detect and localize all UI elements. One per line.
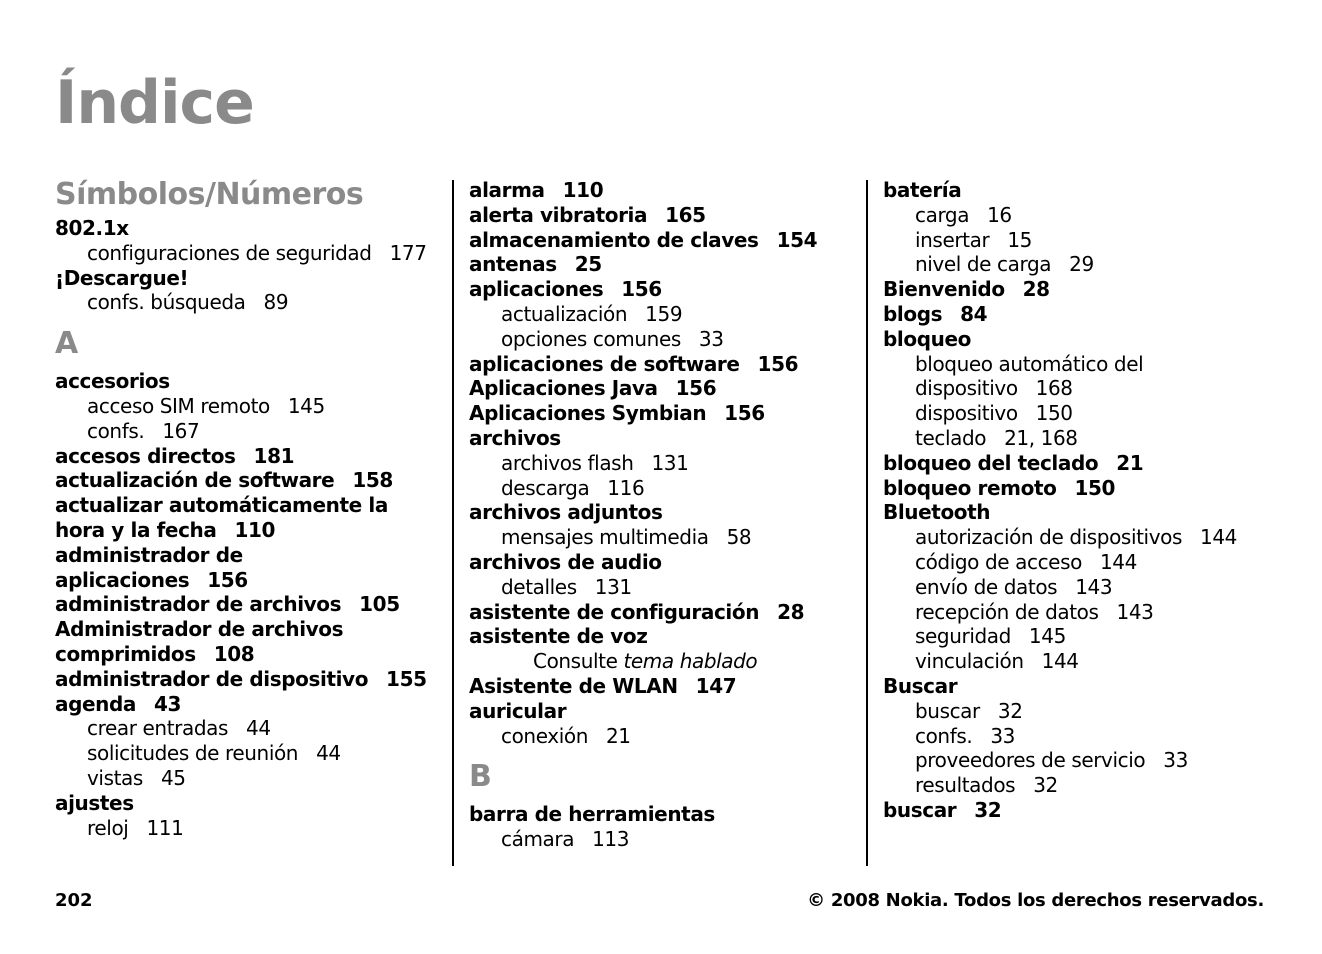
entry-term: acceso SIM remoto <box>87 393 270 418</box>
entry-page-ref: 43 <box>154 691 182 716</box>
entry-page-ref: 145 <box>287 393 325 418</box>
entry-term: archivos de audio <box>469 549 662 574</box>
index-entry <box>469 228 849 253</box>
column-divider <box>452 180 454 866</box>
index-subentry <box>883 550 1283 575</box>
entry-page-ref: 168 <box>1035 376 1073 401</box>
index-subentry <box>55 241 440 266</box>
index-subentry <box>55 741 440 766</box>
entry-page-ref: 28 <box>777 599 805 624</box>
index-entry <box>469 802 849 827</box>
entry-page-ref: 150 <box>1035 401 1073 426</box>
entry-page-ref: 155 <box>386 666 427 691</box>
index-subentry <box>883 724 1283 749</box>
entry-term: bloqueo remoto <box>883 475 1057 500</box>
index-subentry <box>469 575 849 600</box>
index-entry <box>469 600 849 625</box>
index-entry <box>469 376 849 401</box>
index-subentry <box>469 525 849 550</box>
entry-term: nivel de carga <box>915 252 1052 277</box>
index-entry <box>55 369 440 394</box>
entry-page-ref: 110 <box>562 178 604 202</box>
index-subentry <box>469 327 849 352</box>
entry-term: asistente de configuración <box>469 599 760 624</box>
entry-page-ref: 144 <box>1200 525 1237 550</box>
entry-term: blogs <box>883 301 943 326</box>
entry-term: seguridad <box>915 624 1011 649</box>
index-entry <box>55 468 440 493</box>
index-subentry <box>883 649 1283 674</box>
index-subentry <box>55 766 440 791</box>
entry-page-ref: 116 <box>607 475 645 500</box>
entry-term: vistas <box>87 765 143 790</box>
entry-term: descarga <box>501 475 590 500</box>
entry-page-ref: 156 <box>724 401 765 426</box>
entry-page-ref: 21 <box>605 723 631 748</box>
index-entry <box>883 178 1283 203</box>
index-subentry <box>469 476 849 501</box>
entry-term: buscar <box>883 797 957 822</box>
entry-term: alarma <box>469 178 545 202</box>
entry-page-ref: 15 <box>1007 227 1032 252</box>
entry-term: auricular <box>469 698 567 723</box>
entry-page-ref: 156 <box>675 376 717 401</box>
entry-term: envío de datos <box>915 574 1058 599</box>
entry-page-ref: 144 <box>1099 549 1137 574</box>
entry-term: configuraciones de seguridad <box>87 240 372 265</box>
entry-term: actualizar automáticamente la hora y la fecha <box>55 493 388 542</box>
entry-page-ref: 25 <box>574 252 602 277</box>
see-label: Consulte <box>533 649 618 674</box>
entry-page-ref: 110 <box>234 517 276 542</box>
entry-term: solicitudes de reunión <box>87 741 299 766</box>
entry-term: aplicaciones de software <box>469 351 740 376</box>
index-column-3 <box>883 178 1283 823</box>
entry-term: archivos adjuntos <box>469 500 663 525</box>
entry-term: almacenamiento de claves <box>469 227 759 252</box>
entry-page-ref: 33 <box>1163 748 1188 773</box>
entry-term: actualización <box>501 301 628 326</box>
index-subentry <box>55 716 440 741</box>
index-entry <box>469 178 849 203</box>
entry-page-ref: 150 <box>1074 475 1116 500</box>
entry-page-ref: 44 <box>316 741 341 766</box>
entry-term: agenda <box>55 691 137 716</box>
entry-term: Aplicaciones Symbian <box>469 401 707 426</box>
entry-page-ref: 167 <box>162 418 200 443</box>
entry-page-ref: 111 <box>146 815 184 840</box>
entry-term: archivos flash <box>501 450 634 475</box>
entry-term: conexión <box>501 723 588 748</box>
entry-term: accesos directos <box>55 443 236 468</box>
index-subentry <box>883 426 1283 451</box>
entry-term: Aplicaciones Java <box>469 376 658 401</box>
entry-page-ref: 181 <box>253 443 295 468</box>
index-subentry <box>883 252 1283 277</box>
entry-page-ref: 45 <box>160 765 186 790</box>
entry-term: recepción de datos <box>915 599 1099 624</box>
index-cross-reference <box>469 649 849 674</box>
index-column-1 <box>55 178 440 840</box>
entry-page-ref: 108 <box>213 641 255 666</box>
index-entry <box>469 674 849 699</box>
index-subentry <box>469 302 849 327</box>
index-entry <box>55 543 255 593</box>
page-number: 202 <box>55 890 93 911</box>
entry-term: buscar <box>915 698 980 723</box>
entry-term: administrador de archivos <box>55 592 342 617</box>
section-heading: Símbolos/Números <box>55 177 364 212</box>
entry-page-ref: 84 <box>960 301 988 326</box>
entry-term: 802.1x <box>55 216 129 240</box>
index-entry <box>469 277 849 302</box>
index-subentry <box>55 816 440 841</box>
index-entry <box>883 327 1283 352</box>
entry-term: Bienvenido <box>883 277 1005 302</box>
index-entry <box>469 500 849 525</box>
index-subentry <box>469 724 849 749</box>
entry-page-ref: 156 <box>757 351 799 376</box>
index-subentry <box>883 525 1283 550</box>
entry-term: detalles <box>501 574 577 599</box>
index-column-2 <box>469 178 849 852</box>
index-subentry <box>883 401 1283 426</box>
entry-page-ref: 32 <box>974 797 1002 822</box>
entry-term: crear entradas <box>87 716 228 741</box>
entry-term: código de acceso <box>915 549 1082 574</box>
entry-term: Buscar <box>883 673 958 698</box>
see-target: tema hablado <box>623 649 758 674</box>
index-subentry <box>55 394 440 419</box>
entry-term: vinculación <box>915 649 1024 674</box>
entry-term: Administrador de archivos comprimidos <box>55 617 344 666</box>
entry-page-ref: 156 <box>207 567 248 592</box>
index-entry <box>55 617 355 667</box>
entry-page-ref: 131 <box>594 574 632 599</box>
entry-page-ref: 105 <box>359 592 400 617</box>
entry-page-ref: 159 <box>645 301 683 326</box>
entry-page-ref: 165 <box>665 202 706 227</box>
index-entry <box>883 798 1283 823</box>
index-subentry <box>883 773 1283 798</box>
entry-page-ref: 58 <box>726 525 752 550</box>
index-entry <box>55 692 440 717</box>
entry-term: proveedores de servicio <box>915 748 1146 773</box>
entry-term: batería <box>883 178 962 202</box>
entry-page-ref: 44 <box>246 716 271 741</box>
index-entry <box>883 500 1283 525</box>
entry-term: confs. <box>87 418 145 443</box>
entry-term: accesorios <box>55 369 170 394</box>
entry-term: Asistente de WLAN <box>469 673 678 698</box>
copyright-notice: © 2008 Nokia. Todos los derechos reservados. <box>807 890 1264 911</box>
index-entry <box>469 252 849 277</box>
entry-term: asistente de voz <box>469 624 648 649</box>
entry-page-ref: 143 <box>1116 599 1154 624</box>
index-subentry <box>469 827 849 852</box>
index-entry <box>883 451 1283 476</box>
index-entry <box>469 550 849 575</box>
entry-page-ref: 113 <box>592 827 630 852</box>
entry-term: autorización de dispositivos <box>915 525 1182 550</box>
entry-page-ref: 144 <box>1041 649 1079 674</box>
index-entry <box>883 476 1283 501</box>
entry-page-ref: 158 <box>352 468 393 493</box>
entry-term: mensajes multimedia <box>501 525 709 550</box>
index-entry <box>469 401 849 426</box>
entry-page-ref: 143 <box>1075 574 1113 599</box>
index-entry <box>883 277 1283 302</box>
index-entry <box>469 699 849 724</box>
entry-term: alerta vibratoria <box>469 202 648 227</box>
entry-page-ref: 33 <box>698 326 724 351</box>
entry-term: teclado <box>915 425 987 450</box>
index-subentry <box>883 748 1283 773</box>
index-entry <box>55 493 440 543</box>
entry-page-ref: 147 <box>695 673 737 698</box>
entry-term: resultados <box>915 773 1016 798</box>
entry-term: aplicaciones <box>469 277 604 302</box>
entry-page-ref: 32 <box>1033 773 1058 798</box>
entry-page-ref: 32 <box>997 698 1023 723</box>
index-entry <box>883 302 1283 327</box>
entry-term: carga <box>915 202 970 227</box>
section-heading: A <box>55 326 78 362</box>
entry-term: bloqueo automático del dispositivo <box>915 351 1144 401</box>
index-subentry <box>883 228 1283 253</box>
column-divider <box>866 180 868 866</box>
entry-term: ajustes <box>55 790 134 815</box>
entry-page-ref: 145 <box>1028 624 1066 649</box>
index-subentry <box>883 203 1283 228</box>
index-entry <box>55 266 440 291</box>
entry-page-ref: 156 <box>621 277 662 302</box>
entry-term: confs. búsqueda <box>87 290 246 315</box>
index-entry <box>55 444 440 469</box>
entry-page-ref: 131 <box>651 450 689 475</box>
section-heading: B <box>469 759 492 795</box>
page-title: Índice <box>55 68 254 138</box>
entry-page-ref: 89 <box>263 290 289 315</box>
entry-page-ref: 154 <box>776 227 818 252</box>
entry-term: administrador de aplicaciones <box>55 542 243 592</box>
index-subentry <box>883 600 1283 625</box>
index-entry <box>55 592 440 617</box>
entry-page-ref: 28 <box>1022 277 1050 302</box>
entry-term: insertar <box>915 227 990 252</box>
index-entry <box>883 674 1283 699</box>
entry-term: actualización de software <box>55 468 335 493</box>
entry-term: administrador de dispositivo <box>55 666 369 691</box>
index-subentry <box>55 290 440 315</box>
index-entry <box>469 426 849 451</box>
entry-page-ref: 29 <box>1069 252 1094 277</box>
index-subentry <box>883 699 1283 724</box>
index-subentry <box>883 352 1165 402</box>
entry-term: antenas <box>469 252 557 277</box>
index-entry <box>469 352 849 377</box>
index-entry <box>55 216 440 241</box>
entry-page-ref: 16 <box>987 202 1012 227</box>
entry-term: barra de herramientas <box>469 802 715 827</box>
entry-term: bloqueo <box>883 326 971 351</box>
index-entry <box>469 203 849 228</box>
entry-term: reloj <box>87 815 129 840</box>
index-entry <box>55 667 440 692</box>
entry-term: opciones comunes <box>501 326 681 351</box>
entry-term: ¡Descargue! <box>55 265 189 290</box>
index-entry <box>469 624 849 649</box>
index-subentry <box>55 419 440 444</box>
entry-page-ref: 21, 168 <box>1004 425 1078 450</box>
entry-term: Bluetooth <box>883 500 991 525</box>
entry-term: confs. <box>915 723 973 748</box>
index-entry <box>55 791 440 816</box>
entry-term: cámara <box>501 827 575 852</box>
entry-page-ref: 177 <box>389 240 427 265</box>
entry-page-ref: 21 <box>1116 450 1144 475</box>
index-subentry <box>883 624 1283 649</box>
entry-page-ref: 33 <box>990 723 1015 748</box>
entry-term: archivos <box>469 425 561 450</box>
index-subentry <box>883 575 1283 600</box>
index-subentry <box>469 451 849 476</box>
entry-term: dispositivo <box>915 401 1018 426</box>
entry-term: bloqueo del teclado <box>883 450 1099 475</box>
